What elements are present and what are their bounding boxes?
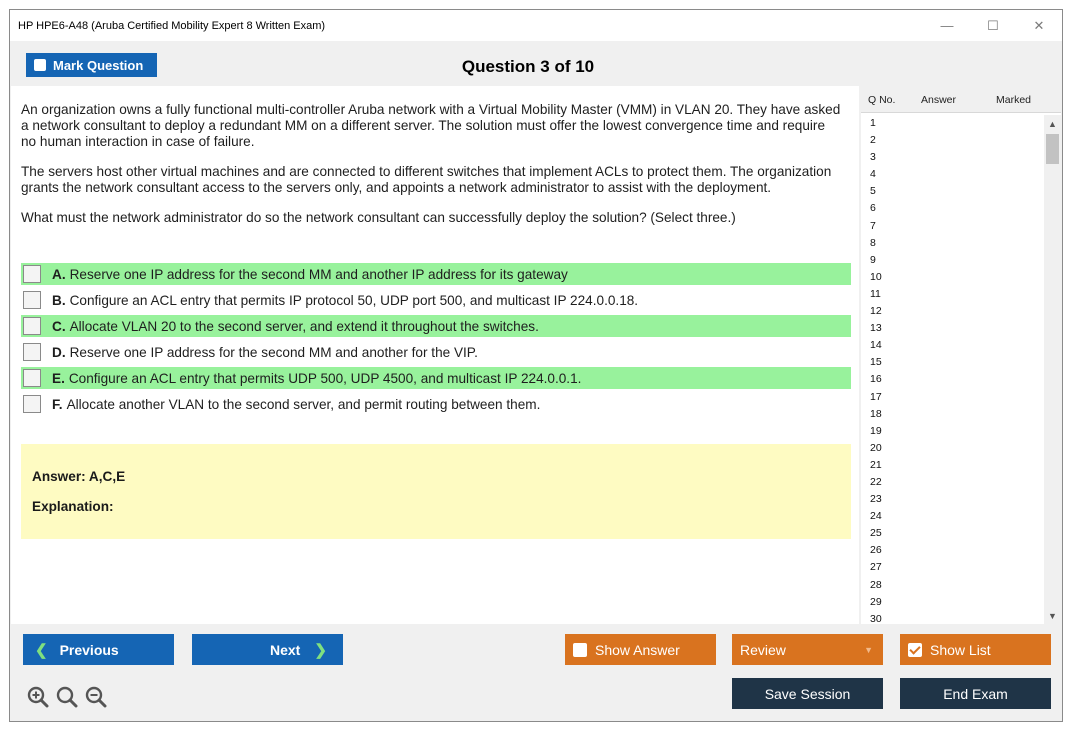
show-answer-button[interactable] <box>565 634 716 665</box>
chevron-left-icon: ❮ <box>35 641 48 659</box>
mark-question-button[interactable] <box>26 53 157 77</box>
option-letter: B. <box>52 292 66 308</box>
previous-label: Previous <box>59 641 119 658</box>
question-stem <box>21 102 841 240</box>
question-list-row[interactable]: 5 <box>870 185 876 198</box>
option-checkbox[interactable] <box>23 317 41 335</box>
question-list-row[interactable]: 18 <box>870 407 882 420</box>
question-paragraph: An organization owns a fully functional multi-controller Aruba network with a Virtual Mobility Master (VMM) in VLAN 20. They have asked a network consultant to deploy a redundant MM on a different server. The solution must offer the lowest convergence time and require no human interaction in case of failure. <box>21 102 841 149</box>
option-text: Allocate another VLAN to the second server, and permit routing between them. <box>66 396 541 412</box>
save-session-button[interactable]: Save Session <box>732 678 883 709</box>
question-list-row[interactable]: 22 <box>870 475 882 488</box>
question-list-row[interactable]: 3 <box>870 151 876 164</box>
question-list-row[interactable]: 16 <box>870 373 882 386</box>
review-label: Review <box>740 641 786 658</box>
question-list-row[interactable]: 30 <box>870 612 882 625</box>
option-e[interactable] <box>21 367 851 389</box>
next-label: Next <box>270 641 301 658</box>
option-checkbox[interactable] <box>23 291 41 309</box>
question-list-row[interactable]: 7 <box>870 219 876 232</box>
option-letter: F. <box>52 396 63 412</box>
option-checkbox[interactable] <box>23 265 41 283</box>
next-button[interactable] <box>192 634 343 665</box>
show-list-label: Show List <box>930 641 991 658</box>
chevron-right-icon: ❯ <box>314 641 327 659</box>
question-list-row[interactable]: 19 <box>870 424 882 437</box>
scroll-down-icon[interactable]: ▼ <box>1048 610 1057 621</box>
question-list-row[interactable]: 21 <box>870 458 882 471</box>
question-list-row[interactable]: 11 <box>870 287 881 300</box>
option-c[interactable] <box>21 315 851 337</box>
question-list-row[interactable]: 17 <box>870 390 882 403</box>
question-paragraph: The servers host other virtual machines and are connected to different switches that implement ACLs to protect them. The organization grants the network consultant access to the servers only, and appoints a network administrator to assist with the deployment. <box>21 164 832 195</box>
question-list-row[interactable]: 28 <box>870 578 882 591</box>
marked-header: Marked <box>996 94 1032 106</box>
previous-button[interactable] <box>23 634 174 665</box>
answer-header: Answer <box>921 94 957 106</box>
window-title: HP HPE6-A48 (Aruba Certified Mobility Expert 8 Written Exam) <box>18 19 326 32</box>
option-f[interactable] <box>21 393 851 415</box>
mark-question-label: Mark Question <box>53 57 144 73</box>
option-text: Allocate VLAN 20 to the second server, and extend it throughout the switches. <box>69 318 539 334</box>
option-a[interactable] <box>21 263 851 285</box>
answer-text: Answer: A,C,E <box>32 469 126 484</box>
question-list-scrollbar[interactable] <box>1044 115 1061 624</box>
zoom-out-icon[interactable] <box>85 686 107 708</box>
question-list-row[interactable]: 8 <box>870 236 876 249</box>
option-letter: C. <box>52 318 66 334</box>
minimize-button[interactable]: — <box>940 18 954 33</box>
maximize-button[interactable]: ☐ <box>987 17 999 33</box>
question-list-row[interactable]: 13 <box>870 322 882 335</box>
option-letter: E. <box>52 370 65 386</box>
scroll-thumb[interactable] <box>1046 134 1059 164</box>
question-list-rows <box>861 115 1044 628</box>
zoom-in-icon[interactable] <box>27 686 49 708</box>
question-list-row[interactable]: 27 <box>870 561 882 574</box>
question-list-row[interactable]: 10 <box>870 270 882 283</box>
question-counter: Question 3 of 10 <box>461 57 595 76</box>
answer-box <box>21 444 851 539</box>
option-text: Configure an ACL entry that permits UDP 500, UDP 4500, and multicast IP 224.0.0.1. <box>68 370 582 386</box>
question-paragraph: What must the network administrator do so the network consultant can successfully deploy the solution? (Select three.) <box>21 210 736 225</box>
question-panel <box>11 86 859 624</box>
option-text: Reserve one IP address for the second MM and another IP address for its gateway <box>69 266 568 282</box>
question-list-row[interactable]: 20 <box>870 441 882 454</box>
option-checkbox[interactable] <box>23 343 41 361</box>
question-list-row[interactable]: 1 <box>870 117 876 129</box>
option-text: Configure an ACL entry that permits IP protocol 50, UDP port 500, and multicast IP 224.0.0.18. <box>69 292 639 308</box>
mark-checkbox-icon <box>34 59 46 71</box>
question-list-row[interactable]: 25 <box>870 527 882 540</box>
question-list-row[interactable]: 6 <box>870 202 876 215</box>
question-list-row[interactable]: 12 <box>870 305 882 318</box>
zoom-reset-icon[interactable] <box>56 686 78 708</box>
option-letter: D. <box>52 344 66 360</box>
question-list-row[interactable]: 9 <box>870 253 876 266</box>
question-list-panel <box>861 86 1061 624</box>
dropdown-arrow-icon: ▼ <box>864 644 873 655</box>
question-list-row[interactable]: 23 <box>870 493 882 506</box>
title-bar <box>10 10 1062 41</box>
option-checkbox[interactable] <box>23 369 41 387</box>
option-d[interactable] <box>21 341 851 363</box>
question-list-row[interactable]: 15 <box>870 356 882 369</box>
question-list-row[interactable]: 24 <box>870 510 882 523</box>
question-list-row[interactable]: 26 <box>870 544 882 557</box>
show-answer-label: Show Answer <box>595 641 680 658</box>
answer-options <box>21 263 851 419</box>
question-list-row[interactable]: 14 <box>870 339 882 352</box>
option-b[interactable] <box>21 289 851 311</box>
show-list-button[interactable] <box>900 634 1051 665</box>
close-button[interactable]: ✕ <box>1033 17 1045 33</box>
explanation-label: Explanation: <box>32 499 114 514</box>
question-list-header <box>861 86 1061 113</box>
review-dropdown[interactable] <box>732 634 883 665</box>
app-window <box>9 9 1063 722</box>
show-answer-checkbox-icon <box>573 643 587 657</box>
end-exam-button[interactable]: End Exam <box>900 678 1051 709</box>
question-list-row[interactable]: 2 <box>870 134 876 147</box>
question-list-row[interactable]: 4 <box>870 168 876 181</box>
option-checkbox[interactable] <box>23 395 41 413</box>
scroll-up-icon[interactable]: ▲ <box>1048 118 1057 129</box>
question-list-row[interactable]: 29 <box>870 595 882 608</box>
option-letter: A. <box>52 266 66 282</box>
q-no-header: Q No. <box>868 94 896 106</box>
option-text: Reserve one IP address for the second MM and another for the VIP. <box>69 344 478 360</box>
show-list-checkbox-icon <box>908 643 922 657</box>
